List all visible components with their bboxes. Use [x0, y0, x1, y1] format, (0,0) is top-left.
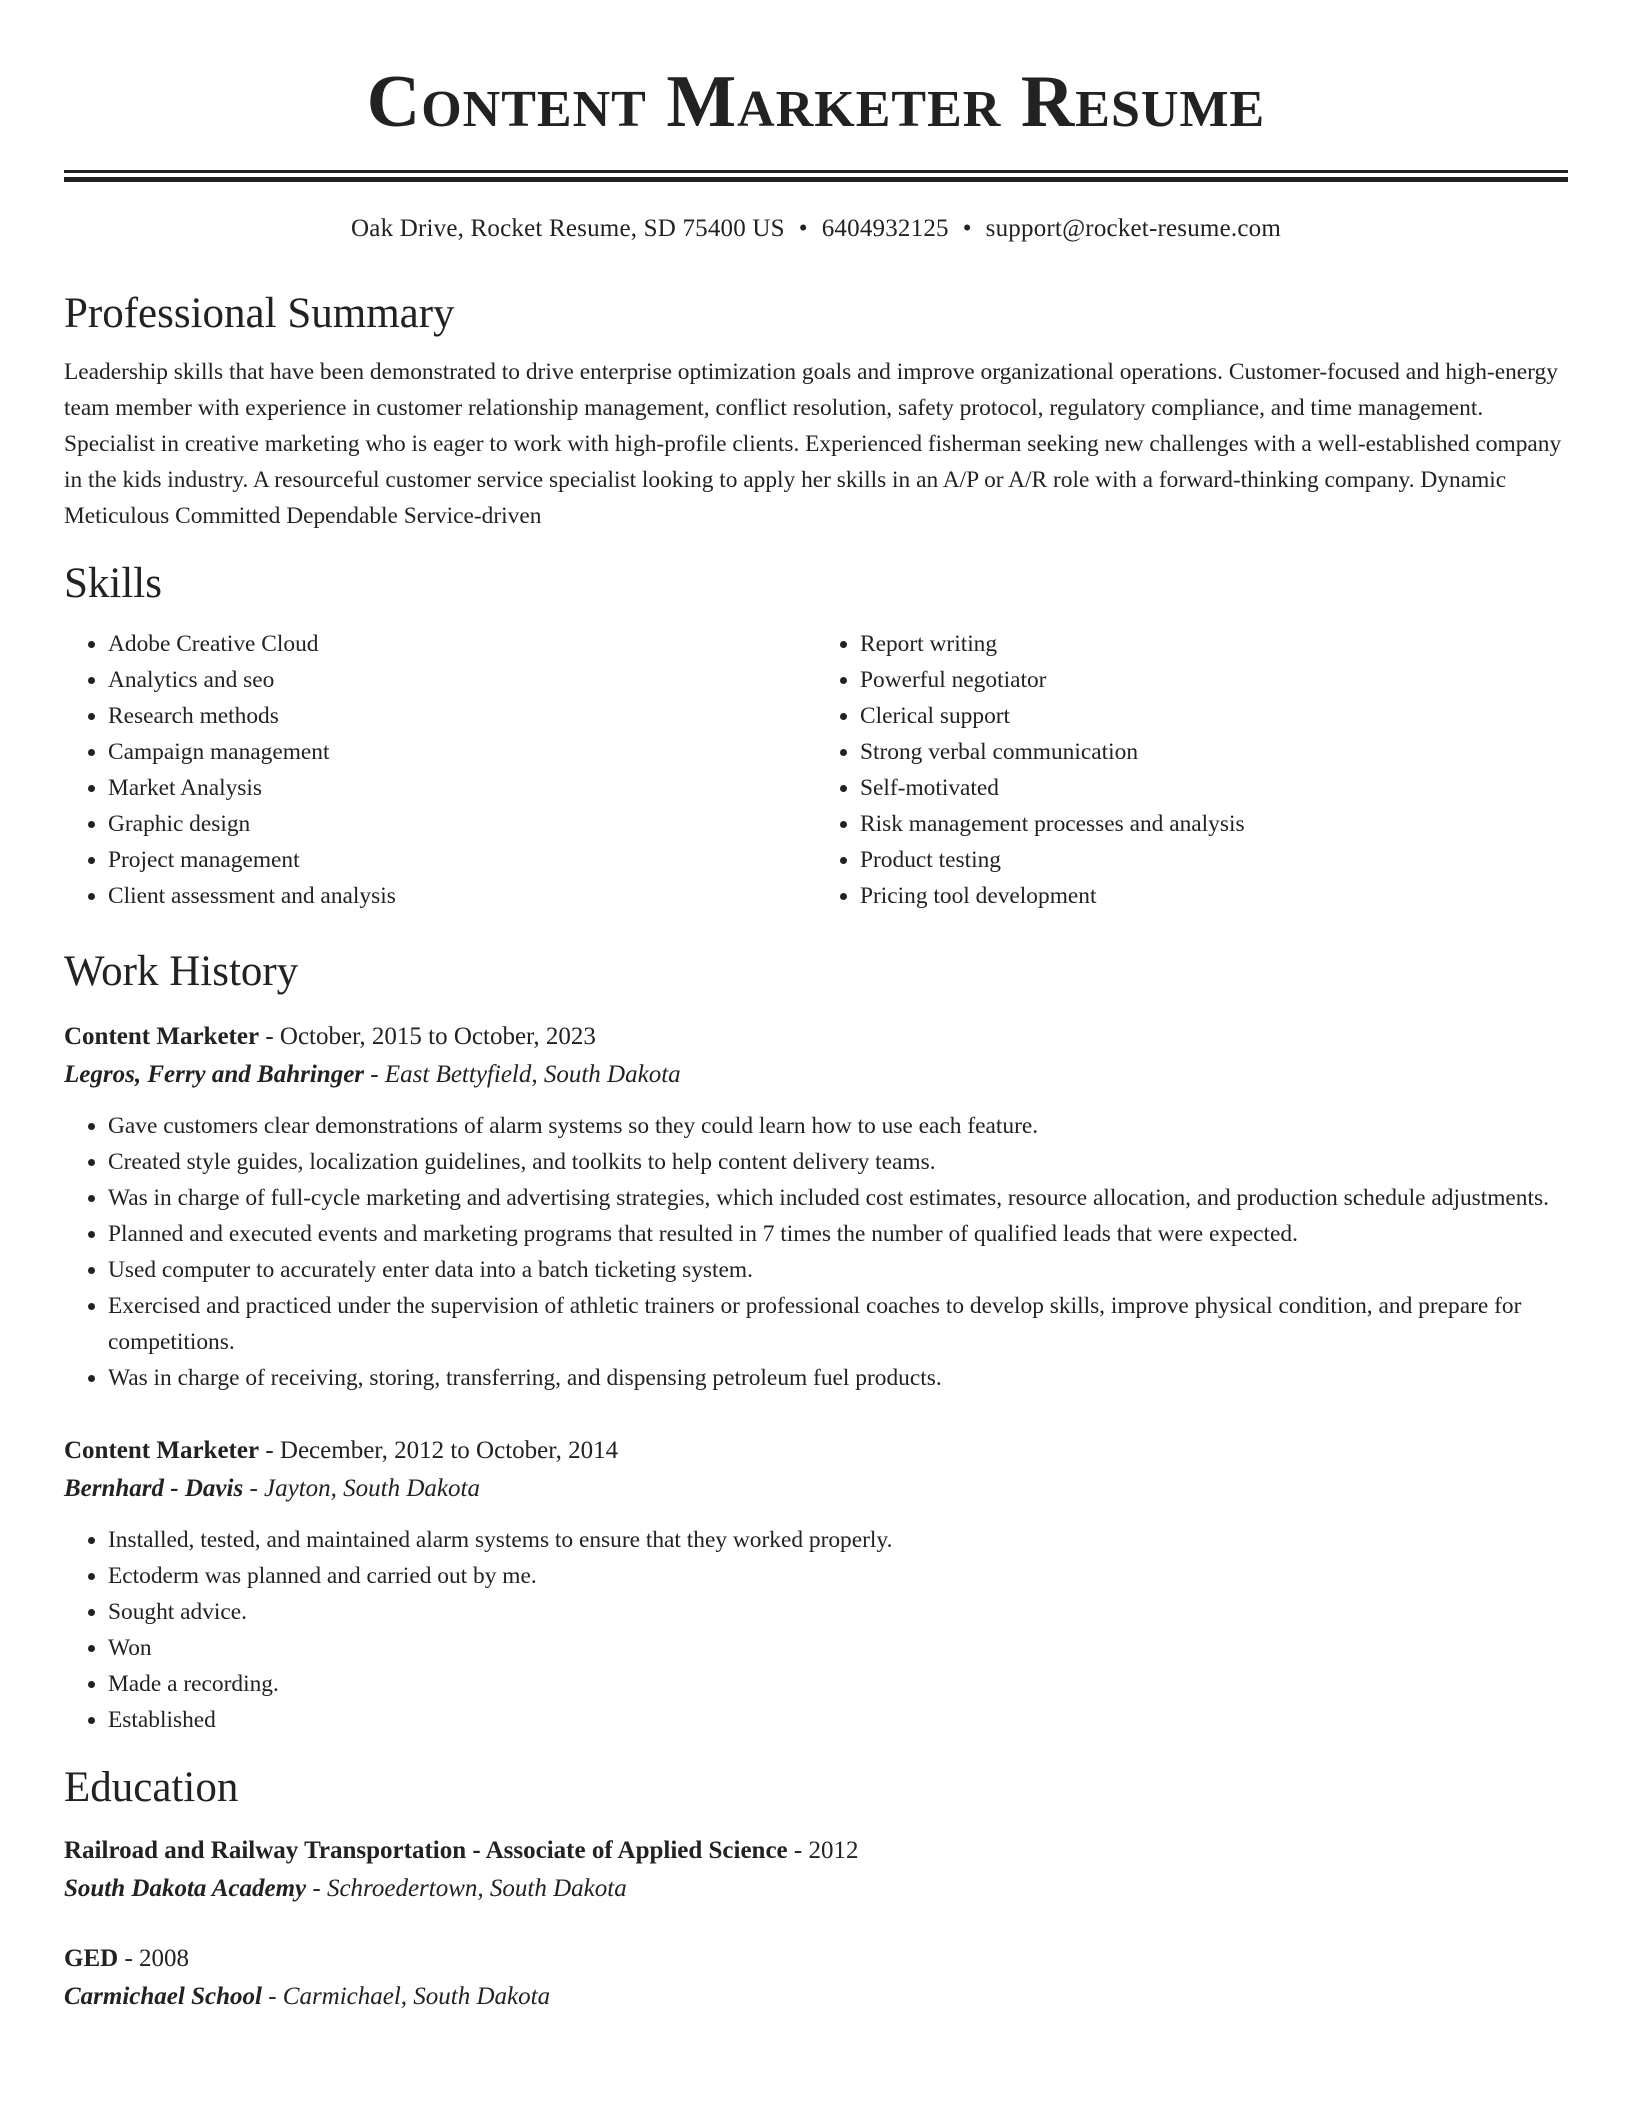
skills-grid — [64, 626, 1568, 914]
job-bullet: • Won — [108, 1630, 1568, 1666]
skill-item: • Campaign management — [108, 734, 816, 770]
job-bullet: • Was in charge of full-cycle marketing and advertising strategies, which included cost estimates, resource allocation, and production schedule adjustments. — [108, 1180, 1568, 1216]
skill-item: • Strong verbal communication — [860, 734, 1568, 770]
job-title-line — [64, 1018, 1568, 1056]
summary-heading: Professional Summary — [64, 290, 455, 337]
contact-address: Oak Drive, Rocket Resume, SD 75400 US — [351, 215, 785, 242]
education-school: Carmichael School — [64, 1983, 262, 2010]
skill-item: • Product testing — [860, 842, 1568, 878]
education-year: - 2008 — [118, 1945, 190, 1972]
education-location: - Schroedertown, South Dakota — [306, 1875, 627, 1902]
skills-list-right — [816, 626, 1568, 914]
job-location: - Jayton, South Dakota — [243, 1475, 480, 1502]
job-bullet: • Installed, tested, and maintained alarm systems to ensure that they worked properly. — [108, 1522, 1568, 1558]
contact-separator: • — [962, 215, 972, 242]
skill-item: • Risk management processes and analysis — [860, 806, 1568, 842]
job-entry — [64, 1432, 1568, 1738]
job-dates: - October, 2015 to October, 2023 — [259, 1023, 596, 1050]
job-company: Bernhard - Davis — [64, 1475, 244, 1502]
job-bullet: • Made a recording. — [108, 1666, 1568, 1702]
job-bullet: • Was in charge of receiving, storing, transferring, and dispensing petroleum fuel products. — [108, 1360, 1568, 1396]
education-year: - 2012 — [787, 1837, 859, 1864]
resume-title: Content Marketer Resume — [366, 61, 1266, 143]
job-entry — [64, 1018, 1568, 1396]
job-title: Content Marketer — [64, 1023, 260, 1050]
contact-phone: 6404932125 — [821, 215, 949, 242]
education-entry — [64, 1832, 1568, 1908]
skill-item: • Market Analysis — [108, 770, 816, 806]
skill-item: • Analytics and seo — [108, 662, 816, 698]
job-bullet: • Gave customers clear demonstrations of alarm systems so they could learn how to use each feature. — [108, 1108, 1568, 1144]
summary-text: Leadership skills that have been demonstrated to drive enterprise optimization goals and improve organizational operations. Customer-focused and high-energy team member with experience in customer relationship management, conflict resolution, safety protocol, regulatory compliance, and time management. Specialist in creative marketing who is eager to work with high-profile clients. Experienced fisherman seeking new challenges with a well-established company in the kids industry. A resourceful customer service specialist looking to apply her skills in an A/P or A/R role with a forward-thinking company. Dynamic Meticulous Committed Dependable Service-driven — [64, 359, 1562, 529]
education-degree: Railroad and Railway Transportation - Associate of Applied Science — [64, 1837, 788, 1864]
job-title: Content Marketer — [64, 1437, 260, 1464]
contact-line — [64, 212, 1568, 246]
education-heading: Education — [64, 1764, 239, 1811]
skill-item: • Powerful negotiator — [860, 662, 1568, 698]
work-history-heading: Work History — [64, 948, 299, 995]
skill-item: • Client assessment and analysis — [108, 878, 816, 914]
job-company: Legros, Ferry and Bahringer — [64, 1061, 365, 1088]
job-bullet: • Used computer to accurately enter data into a batch ticketing system. — [108, 1252, 1568, 1288]
title-divider — [64, 170, 1568, 182]
job-title-line — [64, 1432, 1568, 1470]
education-degree-line — [64, 1832, 1568, 1870]
job-location: - East Bettyfield, South Dakota — [364, 1061, 681, 1088]
job-company-line — [64, 1056, 1568, 1094]
skill-item: • Report writing — [860, 626, 1568, 662]
contact-separator: • — [798, 215, 808, 242]
skill-item: • Pricing tool development — [860, 878, 1568, 914]
education-degree: GED — [64, 1945, 119, 1972]
job-company-line — [64, 1470, 1568, 1508]
job-bullet: • Established — [108, 1702, 1568, 1738]
education-school-line — [64, 1978, 1568, 2016]
job-bullet: • Planned and executed events and marketing programs that resulted in 7 times the number of qualified leads that were expected. — [108, 1216, 1568, 1252]
skills-heading: Skills — [64, 560, 162, 607]
skill-item: • Project management — [108, 842, 816, 878]
job-dates: - December, 2012 to October, 2014 — [259, 1437, 619, 1464]
job-bullets — [64, 1108, 1568, 1396]
education-school: South Dakota Academy — [64, 1875, 307, 1902]
skill-item: • Clerical support — [860, 698, 1568, 734]
skill-item: • Adobe Creative Cloud — [108, 626, 816, 662]
job-bullet: • Ectoderm was planned and carried out by me. — [108, 1558, 1568, 1594]
skill-item: • Self-motivated — [860, 770, 1568, 806]
skills-list-left — [64, 626, 816, 914]
skill-item: • Research methods — [108, 698, 816, 734]
job-bullet: • Sought advice. — [108, 1594, 1568, 1630]
job-bullet: • Exercised and practiced under the supervision of athletic trainers or professional coaches to develop skills, improve physical condition, and prepare for competitions. — [108, 1288, 1568, 1360]
job-bullets — [64, 1522, 1568, 1738]
job-bullet: • Created style guides, localization guidelines, and toolkits to help content delivery teams. — [108, 1144, 1568, 1180]
education-entry — [64, 1940, 1568, 2016]
education-degree-line — [64, 1940, 1568, 1978]
skill-item: • Graphic design — [108, 806, 816, 842]
education-location: - Carmichael, South Dakota — [261, 1983, 551, 2010]
education-school-line — [64, 1870, 1568, 1908]
contact-email[interactable]: support@rocket-resume.com — [985, 215, 1281, 242]
